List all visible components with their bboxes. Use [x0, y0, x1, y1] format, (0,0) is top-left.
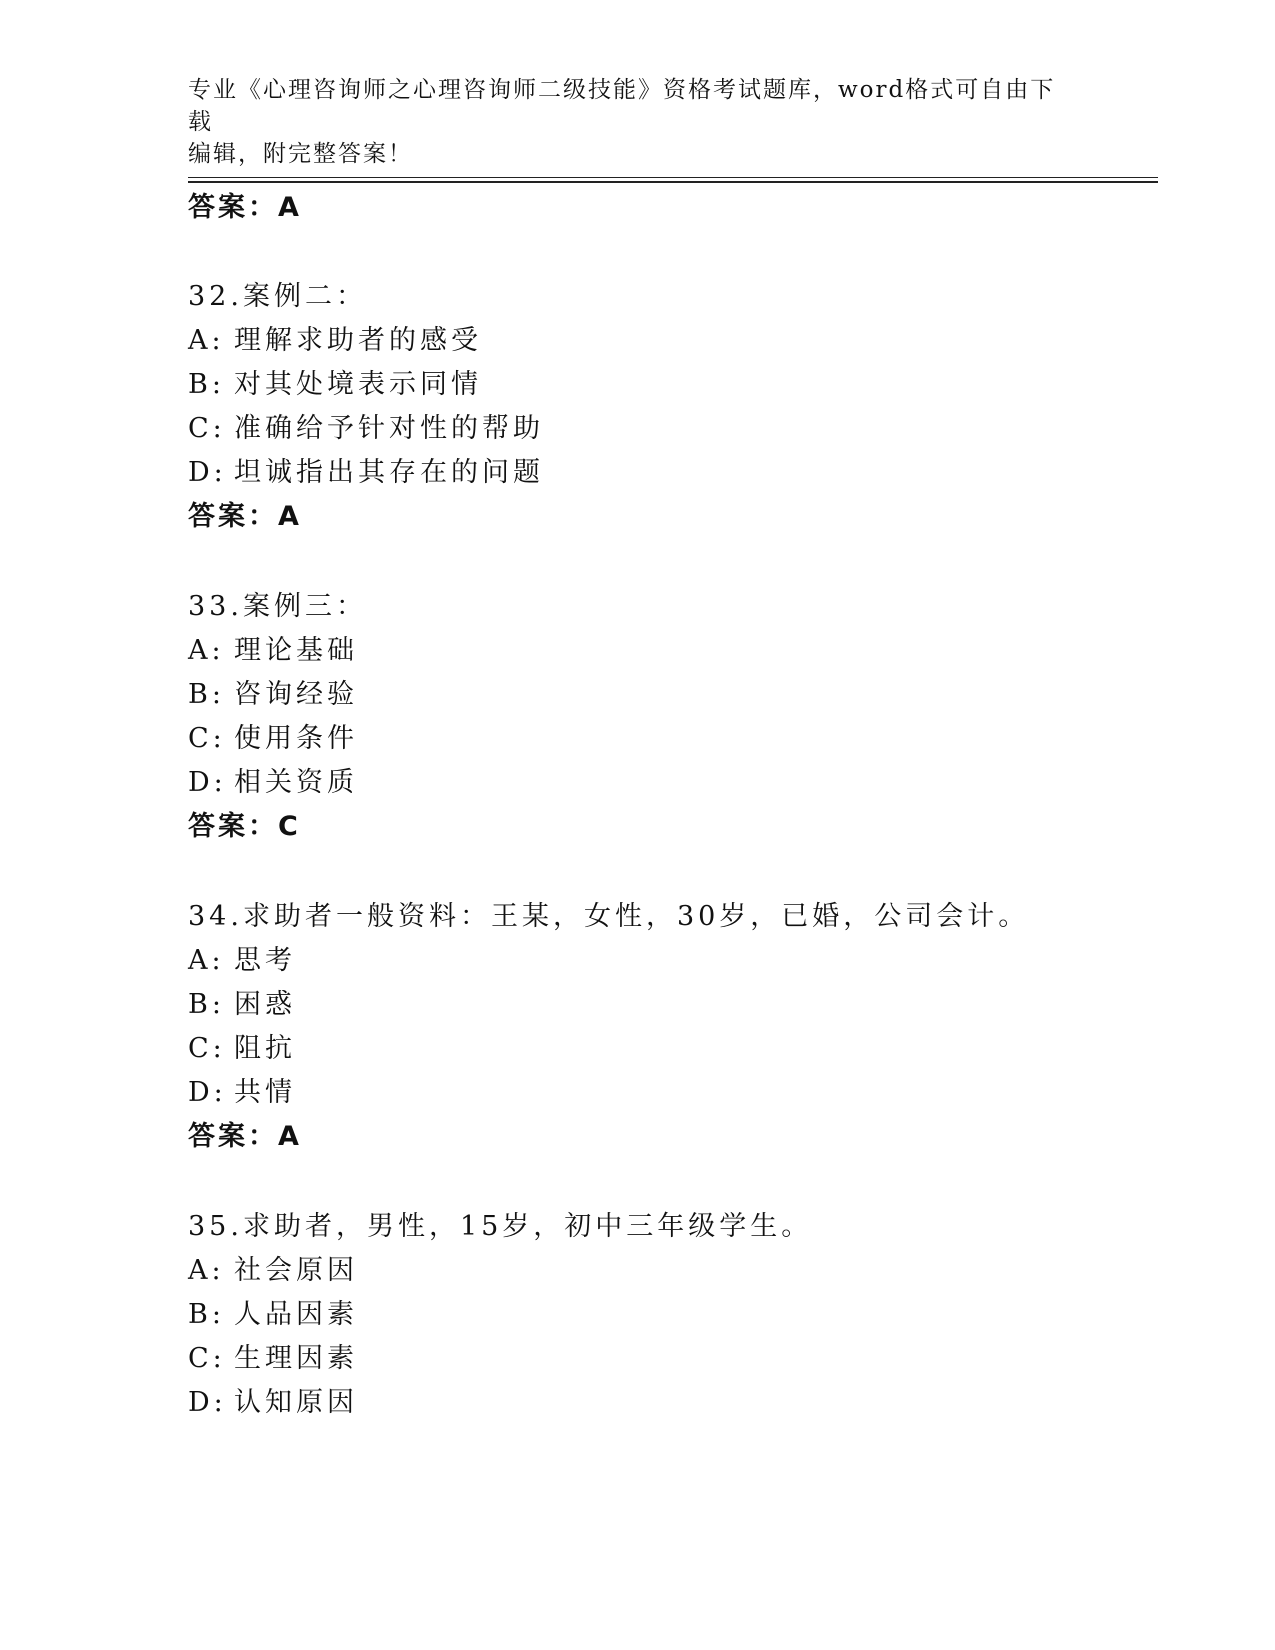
option-row	[188, 1298, 358, 1332]
option-letter: C:	[188, 723, 226, 754]
option-letter: D:	[188, 1077, 227, 1108]
header-divider-thin	[188, 177, 1158, 178]
option-letter: B:	[188, 1299, 225, 1330]
option-letter: D:	[188, 1387, 227, 1418]
option-letter: C:	[188, 1343, 226, 1374]
option-text: 思考	[234, 945, 296, 976]
document-header	[188, 74, 1068, 170]
option-letter: A:	[188, 1255, 225, 1286]
option-letter: D:	[188, 767, 227, 798]
option-text: 生理因素	[234, 1343, 358, 1374]
option-text: 对其处境表示同情	[234, 369, 482, 400]
option-letter: D:	[188, 457, 227, 488]
header-line-2: 编辑，附完整答案！	[188, 141, 413, 167]
answer-prev: 答案：A	[188, 192, 302, 223]
option-row	[188, 722, 358, 756]
option-text: 认知原因	[234, 1387, 358, 1418]
option-row	[188, 368, 482, 402]
option-row	[188, 634, 358, 668]
option-letter: B:	[188, 679, 225, 710]
option-row	[188, 1076, 296, 1110]
question-stem-33: 33.案例三：	[188, 591, 367, 622]
option-text: 理论基础	[234, 635, 358, 666]
option-row	[188, 1254, 358, 1288]
option-letter: B:	[188, 989, 225, 1020]
option-letter: C:	[188, 413, 226, 444]
option-text: 相关资质	[234, 767, 358, 798]
option-text: 咨询经验	[234, 679, 358, 710]
option-text: 准确给予针对性的帮助	[234, 413, 544, 444]
answer-33: 答案：C	[188, 811, 301, 842]
option-text: 坦诚指出其存在的问题	[234, 457, 544, 488]
option-letter: A:	[188, 635, 225, 666]
option-text: 共情	[234, 1077, 296, 1108]
question-stem-35: 35.求助者，男性，15岁，初中三年级学生。	[188, 1211, 813, 1242]
option-row	[188, 1342, 358, 1376]
option-letter: A:	[188, 945, 225, 976]
question-stem-32: 32.案例二：	[188, 281, 367, 312]
option-row	[188, 678, 358, 712]
option-row	[188, 1386, 358, 1420]
answer-32: 答案：A	[188, 501, 302, 532]
option-letter: C:	[188, 1033, 226, 1064]
option-text: 社会原因	[234, 1255, 358, 1286]
option-text: 理解求助者的感受	[234, 325, 482, 356]
header-divider-thick	[188, 181, 1158, 183]
header-line-1: 专业《心理咨询师之心理咨询师二级技能》资格考试题库，word格式可自由下载	[188, 77, 1056, 135]
option-row	[188, 988, 296, 1022]
option-row	[188, 456, 544, 490]
option-text: 人品因素	[234, 1299, 358, 1330]
option-row	[188, 766, 358, 800]
option-letter: B:	[188, 369, 225, 400]
option-row	[188, 412, 544, 446]
question-stem-34: 34.求助者一般资料：王某，女性，30岁，已婚，公司会计。	[188, 901, 1030, 932]
option-row	[188, 324, 482, 358]
option-text: 困惑	[234, 989, 296, 1020]
answer-34: 答案：A	[188, 1121, 302, 1152]
option-row	[188, 944, 296, 978]
option-text: 阻抗	[234, 1033, 296, 1064]
option-letter: A:	[188, 325, 225, 356]
option-row	[188, 1032, 296, 1066]
option-text: 使用条件	[234, 723, 358, 754]
